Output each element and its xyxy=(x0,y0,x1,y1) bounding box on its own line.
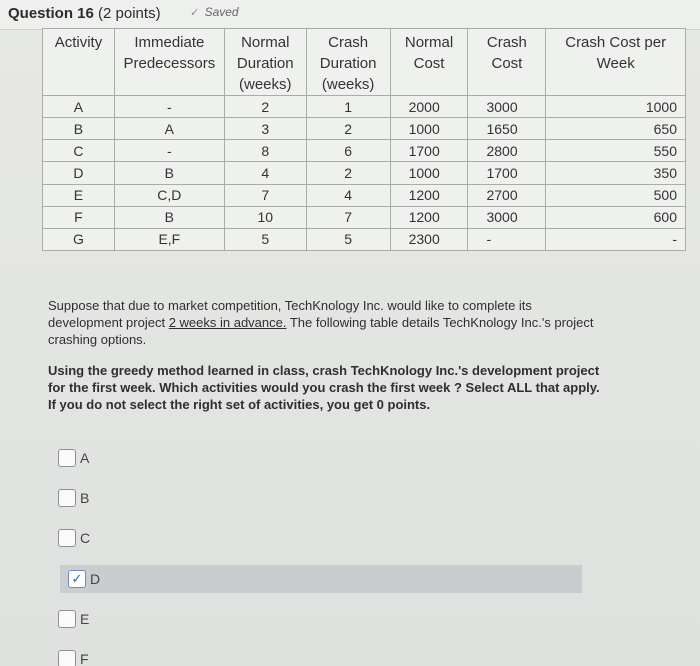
table-cell: E,F xyxy=(114,228,224,250)
table-row xyxy=(43,118,686,140)
table-cell: 3 xyxy=(224,118,306,140)
table-cell: 2 xyxy=(224,96,306,118)
table-row xyxy=(43,184,686,206)
table-cell: E xyxy=(43,184,115,206)
column-header-line: Predecessors xyxy=(123,55,216,72)
table-header-row xyxy=(43,29,686,96)
table-cell: 5 xyxy=(224,228,306,250)
table-cell: 6 xyxy=(306,140,390,162)
column-header xyxy=(546,29,686,96)
column-header-line: Immediate xyxy=(134,34,205,51)
table-cell: 2000 xyxy=(390,96,468,118)
option-label: B xyxy=(80,490,90,506)
table-cell: 1000 xyxy=(546,96,686,118)
table-cell: 1650 xyxy=(468,118,546,140)
table-cell: 2 xyxy=(306,162,390,184)
option-d[interactable] xyxy=(60,565,582,593)
table-cell: 7 xyxy=(306,206,390,228)
column-header-line: Crash xyxy=(486,34,527,51)
column-header-line: Week xyxy=(596,55,635,72)
scenario-text-underlined: 2 weeks in advance. xyxy=(168,315,287,330)
check-icon: ✓ xyxy=(190,7,200,19)
table-cell: 650 xyxy=(546,118,686,140)
table-cell: 1200 xyxy=(390,184,468,206)
column-header xyxy=(43,29,115,96)
table-cell: D xyxy=(43,162,115,184)
scenario-paragraph xyxy=(48,297,608,348)
column-header xyxy=(306,29,390,96)
column-header-line: Normal xyxy=(241,34,290,51)
table-cell: 1000 xyxy=(390,162,468,184)
column-header xyxy=(468,29,546,96)
saved-label: Saved xyxy=(204,5,239,19)
checkbox[interactable] xyxy=(58,610,76,628)
column-header-line: Activity xyxy=(54,34,103,51)
table-cell: - xyxy=(114,140,224,162)
column-header-line: Crash Cost per xyxy=(565,34,667,51)
column-header-line: (weeks) xyxy=(321,76,375,93)
table-cell: F xyxy=(43,206,115,228)
scenario-text-before: Suppose that due to market competition, TechKnology Inc. would like to complete its development project xyxy=(48,298,532,330)
table-cell: 1700 xyxy=(390,140,468,162)
table-cell: A xyxy=(43,96,115,118)
column-header-line: (weeks) xyxy=(239,76,292,93)
table-row xyxy=(43,96,686,118)
question-title xyxy=(8,5,161,22)
question-header xyxy=(0,0,700,30)
question-number: Question 16 xyxy=(8,5,94,22)
column-header-line: Cost xyxy=(413,55,445,72)
table-cell: 4 xyxy=(224,162,306,184)
table-cell: - xyxy=(468,228,546,250)
option-a[interactable] xyxy=(58,444,698,472)
instruction-text: Using the greedy method learned in class, crash TechKnology Inc.'s development project for the first week. Which activities would you crash the first week ? Select ALL that apply. If you do not select the right set of activities, you get 0 points. xyxy=(48,363,600,412)
table-cell: 10 xyxy=(224,206,306,228)
column-header-line: Crash xyxy=(328,34,369,51)
checkbox[interactable] xyxy=(58,529,76,547)
table-cell: - xyxy=(546,228,686,250)
table-cell: G xyxy=(43,228,115,250)
table-cell: 1700 xyxy=(468,162,546,184)
table-cell: C xyxy=(43,140,115,162)
column-header xyxy=(390,29,468,96)
option-label: F xyxy=(80,651,89,666)
column-header-line: Duration xyxy=(319,55,377,72)
table-body xyxy=(43,96,686,251)
column-header-line: Cost xyxy=(491,55,523,72)
table-row xyxy=(43,162,686,184)
column-header-line: Normal xyxy=(404,34,454,51)
table-cell: B xyxy=(114,206,224,228)
table-cell: A xyxy=(114,118,224,140)
option-label: A xyxy=(80,450,90,466)
table-cell: 2300 xyxy=(390,228,468,250)
table-cell: 350 xyxy=(546,162,686,184)
checkbox[interactable] xyxy=(58,449,76,467)
table-cell: 2800 xyxy=(468,140,546,162)
question-points: (2 points) xyxy=(98,5,161,22)
option-b[interactable] xyxy=(58,484,698,512)
table-cell: 5 xyxy=(306,228,390,250)
instruction-paragraph xyxy=(48,362,608,413)
table-row xyxy=(43,140,686,162)
table-cell: 3000 xyxy=(468,206,546,228)
table-cell: 1200 xyxy=(390,206,468,228)
table-row xyxy=(43,228,686,250)
table-cell: 3000 xyxy=(468,96,546,118)
column-header-line: Duration xyxy=(236,55,294,72)
option-label: C xyxy=(80,530,91,546)
table-cell: 600 xyxy=(546,206,686,228)
table-cell: - xyxy=(114,96,224,118)
column-header xyxy=(224,29,306,96)
checkbox[interactable] xyxy=(58,489,76,507)
table-cell: 4 xyxy=(306,184,390,206)
option-e[interactable] xyxy=(58,605,698,633)
saved-status xyxy=(190,5,239,19)
option-f[interactable] xyxy=(58,645,698,666)
table-cell: C,D xyxy=(114,184,224,206)
table-cell: 7 xyxy=(224,184,306,206)
table-cell: 500 xyxy=(546,184,686,206)
table-cell: B xyxy=(114,162,224,184)
table-cell: 2 xyxy=(306,118,390,140)
table-row xyxy=(43,206,686,228)
table-cell: 8 xyxy=(224,140,306,162)
table-cell: 550 xyxy=(546,140,686,162)
table-cell: 1 xyxy=(306,96,390,118)
option-label: E xyxy=(80,611,90,627)
checkmark-icon: ✓ xyxy=(71,571,83,586)
option-c[interactable] xyxy=(58,524,698,552)
column-header xyxy=(114,29,224,96)
option-label: D xyxy=(90,571,101,587)
scenario-text-after: The following table details TechKnology Inc.'s project crashing options. xyxy=(48,315,594,347)
checkbox[interactable] xyxy=(68,570,86,588)
crashing-table xyxy=(42,28,686,251)
table-cell: 1000 xyxy=(390,118,468,140)
checkbox[interactable] xyxy=(58,650,76,666)
table-cell: B xyxy=(43,118,115,140)
table-cell: 2700 xyxy=(468,184,546,206)
